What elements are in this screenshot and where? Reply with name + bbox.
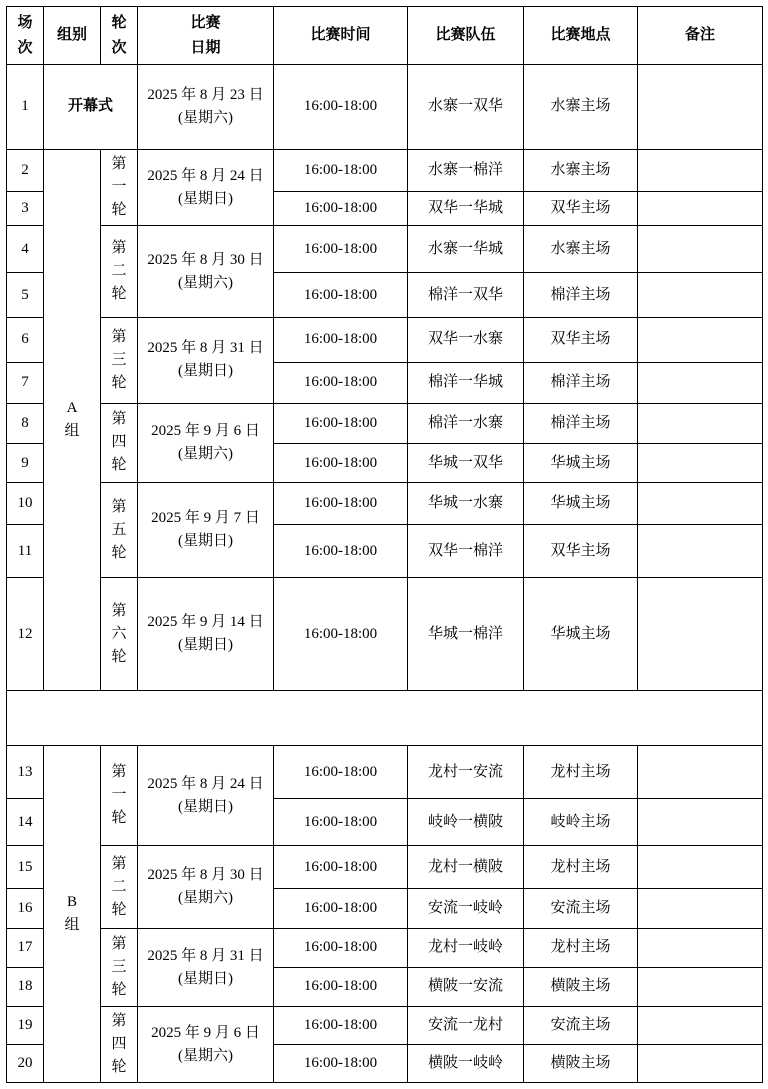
match-teams: 安流一岐岭 bbox=[427, 899, 503, 916]
match-no-cell bbox=[7, 1045, 44, 1083]
match-no: 4 bbox=[21, 240, 29, 257]
match-teams: 水寨一棉洋 bbox=[427, 161, 503, 178]
match-venue: 安流主场 bbox=[550, 899, 611, 916]
header-round bbox=[101, 7, 138, 65]
match-teams: 横陂一岐岭 bbox=[427, 1055, 503, 1072]
time-cell bbox=[274, 746, 408, 799]
match-schedule-table bbox=[6, 6, 763, 1083]
match-date: 2025 年 8 月 24 日 bbox=[147, 775, 264, 792]
group-cell bbox=[44, 149, 101, 691]
teams-cell bbox=[408, 191, 524, 226]
match-weekday: (星期六) bbox=[178, 274, 233, 291]
date-cell bbox=[138, 1007, 274, 1083]
time-cell bbox=[274, 273, 408, 318]
match-venue: 龙村主场 bbox=[550, 763, 611, 780]
venue-cell bbox=[524, 362, 638, 403]
venue-cell bbox=[524, 1007, 638, 1045]
match-no-cell bbox=[7, 578, 44, 691]
round-label: 第四轮 bbox=[111, 1013, 127, 1076]
round-label: 第五轮 bbox=[111, 498, 127, 561]
round-cell bbox=[101, 403, 138, 483]
round-cell bbox=[101, 483, 138, 578]
date-cell bbox=[138, 226, 274, 318]
match-weekday: (星期日) bbox=[178, 970, 233, 987]
venue-cell bbox=[524, 318, 638, 363]
teams-cell bbox=[408, 525, 524, 578]
match-no: 13 bbox=[17, 763, 33, 780]
match-date: 2025 年 9 月 14 日 bbox=[147, 614, 264, 631]
teams-cell bbox=[408, 846, 524, 889]
venue-cell bbox=[524, 799, 638, 846]
round-cell bbox=[101, 578, 138, 691]
match-no: 11 bbox=[17, 542, 33, 559]
header-match-no-label: 场次 bbox=[17, 14, 33, 56]
time-cell bbox=[274, 1007, 408, 1045]
match-no-cell bbox=[7, 362, 44, 403]
header-teams-label: 比赛队伍 bbox=[435, 27, 496, 44]
match-no: 6 bbox=[21, 331, 29, 348]
match-time: 16:00-18:00 bbox=[303, 858, 378, 875]
match-venue: 双华主场 bbox=[550, 199, 611, 216]
header-remarks bbox=[638, 7, 763, 65]
match-teams: 水寨一双华 bbox=[427, 98, 503, 115]
teams-cell bbox=[408, 889, 524, 929]
match-time: 16:00-18:00 bbox=[303, 495, 378, 512]
round-cell bbox=[101, 318, 138, 404]
teams-cell bbox=[408, 1007, 524, 1045]
header-date-label: 比赛日期 bbox=[190, 14, 221, 56]
round-label: 第三轮 bbox=[111, 328, 127, 391]
match-no: 9 bbox=[21, 454, 29, 471]
venue-cell bbox=[524, 65, 638, 150]
time-cell bbox=[274, 226, 408, 273]
remarks-cell bbox=[638, 403, 763, 444]
remarks-cell bbox=[638, 1007, 763, 1045]
match-time: 16:00-18:00 bbox=[303, 331, 378, 348]
teams-cell bbox=[408, 318, 524, 363]
match-no-cell bbox=[7, 928, 44, 967]
match-weekday: (星期日) bbox=[178, 363, 233, 380]
match-no: 3 bbox=[21, 199, 29, 216]
match-venue: 安流主场 bbox=[550, 1017, 611, 1034]
match-no-cell bbox=[7, 1007, 44, 1045]
match-no: 17 bbox=[17, 939, 33, 956]
header-group bbox=[44, 7, 101, 65]
match-weekday: (星期六) bbox=[178, 109, 233, 126]
match-no: 1 bbox=[21, 98, 29, 115]
date-cell bbox=[138, 846, 274, 929]
match-teams: 龙村一横陂 bbox=[427, 858, 503, 875]
match-no-cell bbox=[7, 226, 44, 273]
match-no: 19 bbox=[17, 1017, 33, 1034]
match-venue: 棉洋主场 bbox=[550, 374, 611, 391]
date-cell bbox=[138, 318, 274, 404]
match-no-cell bbox=[7, 191, 44, 226]
teams-cell bbox=[408, 226, 524, 273]
remarks-cell bbox=[638, 525, 763, 578]
match-weekday: (星期六) bbox=[178, 445, 233, 462]
opening-ceremony-cell bbox=[44, 65, 138, 150]
match-no-cell bbox=[7, 149, 44, 191]
teams-cell bbox=[408, 403, 524, 444]
date-cell bbox=[138, 928, 274, 1007]
time-cell bbox=[274, 928, 408, 967]
venue-cell bbox=[524, 273, 638, 318]
match-venue: 华城主场 bbox=[550, 454, 611, 471]
date-cell bbox=[138, 483, 274, 578]
match-teams: 棉洋一水寨 bbox=[427, 415, 503, 432]
match-date: 2025 年 9 月 6 日 bbox=[151, 422, 260, 439]
venue-cell bbox=[524, 403, 638, 444]
match-venue: 棉洋主场 bbox=[550, 415, 611, 432]
match-venue: 岐岭主场 bbox=[550, 813, 611, 830]
group-separator-row bbox=[7, 691, 763, 746]
match-no: 10 bbox=[17, 495, 33, 512]
remarks-cell bbox=[638, 967, 763, 1007]
round-label: 第六轮 bbox=[111, 602, 127, 665]
venue-cell bbox=[524, 149, 638, 191]
match-teams: 双华一棉洋 bbox=[427, 542, 503, 559]
match-time: 16:00-18:00 bbox=[303, 763, 378, 780]
header-time-label: 比赛时间 bbox=[310, 27, 371, 44]
match-no-cell bbox=[7, 525, 44, 578]
match-weekday: (星期六) bbox=[178, 1047, 233, 1064]
header-venue bbox=[524, 7, 638, 65]
match-row bbox=[7, 403, 763, 444]
remarks-cell bbox=[638, 483, 763, 525]
remarks-cell bbox=[638, 65, 763, 150]
match-row bbox=[7, 149, 763, 191]
venue-cell bbox=[524, 967, 638, 1007]
remarks-cell bbox=[638, 273, 763, 318]
venue-cell bbox=[524, 578, 638, 691]
match-date: 2025 年 8 月 30 日 bbox=[147, 251, 264, 268]
match-row bbox=[7, 483, 763, 525]
match-date: 2025 年 8 月 31 日 bbox=[147, 947, 264, 964]
match-teams: 华城一棉洋 bbox=[427, 625, 503, 642]
remarks-cell bbox=[638, 846, 763, 889]
round-cell bbox=[101, 149, 138, 225]
teams-cell bbox=[408, 1045, 524, 1083]
header-match-no bbox=[7, 7, 44, 65]
remarks-cell bbox=[638, 1045, 763, 1083]
match-venue: 双华主场 bbox=[550, 331, 611, 348]
time-cell bbox=[274, 444, 408, 483]
time-cell bbox=[274, 525, 408, 578]
venue-cell bbox=[524, 889, 638, 929]
match-date: 2025 年 9 月 7 日 bbox=[151, 510, 260, 527]
venue-cell bbox=[524, 226, 638, 273]
teams-cell bbox=[408, 444, 524, 483]
header-time bbox=[274, 7, 408, 65]
remarks-cell bbox=[638, 226, 763, 273]
opening-ceremony-label: 开幕式 bbox=[67, 98, 113, 115]
header-venue-label: 比赛地点 bbox=[550, 27, 611, 44]
round-label: 第三轮 bbox=[111, 936, 127, 999]
match-no-cell bbox=[7, 483, 44, 525]
match-time: 16:00-18:00 bbox=[303, 415, 378, 432]
match-no: 15 bbox=[17, 858, 33, 875]
teams-cell bbox=[408, 928, 524, 967]
round-label: 第四轮 bbox=[111, 411, 127, 474]
match-teams: 横陂一安流 bbox=[427, 978, 503, 995]
match-time: 16:00-18:00 bbox=[303, 374, 378, 391]
match-venue: 龙村主场 bbox=[550, 858, 611, 875]
remarks-cell bbox=[638, 746, 763, 799]
time-cell bbox=[274, 191, 408, 226]
header-teams bbox=[408, 7, 524, 65]
match-no-cell bbox=[7, 846, 44, 889]
round-cell bbox=[101, 746, 138, 846]
match-row bbox=[7, 226, 763, 273]
remarks-cell bbox=[638, 444, 763, 483]
time-cell bbox=[274, 362, 408, 403]
match-teams: 华城一水寨 bbox=[427, 495, 503, 512]
match-time: 16:00-18:00 bbox=[303, 542, 378, 559]
time-cell bbox=[274, 967, 408, 1007]
match-no-cell bbox=[7, 65, 44, 150]
match-venue: 龙村主场 bbox=[550, 939, 611, 956]
match-date: 2025 年 9 月 6 日 bbox=[151, 1024, 260, 1041]
date-cell bbox=[138, 403, 274, 483]
match-teams: 棉洋一双华 bbox=[427, 286, 503, 303]
remarks-cell bbox=[638, 318, 763, 363]
time-cell bbox=[274, 578, 408, 691]
match-time: 16:00-18:00 bbox=[303, 899, 378, 916]
match-time: 16:00-18:00 bbox=[303, 813, 378, 830]
match-time: 16:00-18:00 bbox=[303, 454, 378, 471]
round-label: 第一轮 bbox=[111, 156, 127, 218]
match-time: 16:00-18:00 bbox=[303, 240, 378, 257]
date-cell bbox=[138, 65, 274, 150]
header-group-label: 组别 bbox=[56, 27, 87, 44]
round-label: 第二轮 bbox=[111, 855, 127, 918]
group-separator bbox=[7, 691, 763, 746]
remarks-cell bbox=[638, 889, 763, 929]
match-row bbox=[7, 578, 763, 691]
match-no-cell bbox=[7, 799, 44, 846]
remarks-cell bbox=[638, 928, 763, 967]
match-time: 16:00-18:00 bbox=[303, 939, 378, 956]
match-no: 18 bbox=[17, 978, 33, 995]
match-teams: 水寨一华城 bbox=[427, 240, 503, 257]
match-no: 5 bbox=[21, 286, 29, 303]
match-teams: 龙村一岐岭 bbox=[427, 939, 503, 956]
teams-cell bbox=[408, 149, 524, 191]
teams-cell bbox=[408, 483, 524, 525]
match-time: 16:00-18:00 bbox=[303, 625, 378, 642]
venue-cell bbox=[524, 746, 638, 799]
match-no-cell bbox=[7, 273, 44, 318]
match-weekday: (星期日) bbox=[178, 533, 233, 550]
match-venue: 横陂主场 bbox=[550, 1055, 611, 1072]
teams-cell bbox=[408, 746, 524, 799]
match-time: 16:00-18:00 bbox=[303, 286, 378, 303]
round-label: 第二轮 bbox=[111, 240, 127, 303]
match-date: 2025 年 8 月 31 日 bbox=[147, 340, 264, 357]
match-teams: 安流一龙村 bbox=[427, 1017, 503, 1034]
teams-cell bbox=[408, 578, 524, 691]
round-cell bbox=[101, 928, 138, 1007]
match-teams: 龙村一安流 bbox=[427, 763, 503, 780]
teams-cell bbox=[408, 65, 524, 150]
time-cell bbox=[274, 799, 408, 846]
match-row bbox=[7, 746, 763, 799]
match-time: 16:00-18:00 bbox=[303, 978, 378, 995]
match-row bbox=[7, 928, 763, 967]
time-cell bbox=[274, 846, 408, 889]
remarks-cell bbox=[638, 799, 763, 846]
time-cell bbox=[274, 889, 408, 929]
group-cell bbox=[44, 746, 101, 1083]
match-no: 2 bbox=[21, 161, 29, 178]
match-weekday: (星期日) bbox=[178, 798, 233, 815]
match-row bbox=[7, 318, 763, 363]
date-cell bbox=[138, 746, 274, 846]
match-no: 16 bbox=[17, 899, 33, 916]
match-no-cell bbox=[7, 967, 44, 1007]
header-remarks-label: 备注 bbox=[684, 27, 715, 44]
match-teams: 双华一华城 bbox=[427, 199, 503, 216]
remarks-cell bbox=[638, 578, 763, 691]
venue-cell bbox=[524, 846, 638, 889]
match-venue: 水寨主场 bbox=[550, 98, 611, 115]
venue-cell bbox=[524, 928, 638, 967]
match-weekday: (星期六) bbox=[178, 890, 233, 907]
time-cell bbox=[274, 65, 408, 150]
match-teams: 棉洋一华城 bbox=[427, 374, 503, 391]
venue-cell bbox=[524, 525, 638, 578]
match-time: 16:00-18:00 bbox=[303, 98, 378, 115]
remarks-cell bbox=[638, 149, 763, 191]
header-date bbox=[138, 7, 274, 65]
match-venue: 水寨主场 bbox=[550, 240, 611, 257]
time-cell bbox=[274, 149, 408, 191]
match-venue: 棉洋主场 bbox=[550, 286, 611, 303]
venue-cell bbox=[524, 483, 638, 525]
match-time: 16:00-18:00 bbox=[303, 199, 378, 216]
match-venue: 水寨主场 bbox=[550, 161, 611, 178]
match-no: 12 bbox=[17, 625, 33, 642]
round-label: 第一轮 bbox=[111, 764, 127, 827]
match-no-cell bbox=[7, 403, 44, 444]
round-cell bbox=[101, 846, 138, 929]
match-no: 8 bbox=[21, 415, 29, 432]
match-no: 20 bbox=[17, 1055, 33, 1072]
match-venue: 华城主场 bbox=[550, 495, 611, 512]
time-cell bbox=[274, 1045, 408, 1083]
teams-cell bbox=[408, 362, 524, 403]
match-teams: 双华一水寨 bbox=[427, 331, 503, 348]
match-weekday: (星期日) bbox=[178, 190, 233, 207]
match-date: 2025 年 8 月 24 日 bbox=[147, 167, 264, 184]
time-cell bbox=[274, 403, 408, 444]
teams-cell bbox=[408, 967, 524, 1007]
match-venue: 横陂主场 bbox=[550, 978, 611, 995]
match-date: 2025 年 8 月 23 日 bbox=[147, 86, 264, 103]
time-cell bbox=[274, 318, 408, 363]
match-row bbox=[7, 1007, 763, 1045]
date-cell bbox=[138, 149, 274, 225]
match-no-cell bbox=[7, 746, 44, 799]
teams-cell bbox=[408, 273, 524, 318]
match-row bbox=[7, 846, 763, 889]
round-cell bbox=[101, 226, 138, 318]
match-time: 16:00-18:00 bbox=[303, 1017, 378, 1034]
match-venue: 双华主场 bbox=[550, 542, 611, 559]
remarks-cell bbox=[638, 191, 763, 226]
match-no: 14 bbox=[17, 813, 33, 830]
match-time: 16:00-18:00 bbox=[303, 161, 378, 178]
header-row bbox=[7, 7, 763, 65]
date-cell bbox=[138, 578, 274, 691]
match-no-cell bbox=[7, 889, 44, 929]
venue-cell bbox=[524, 1045, 638, 1083]
teams-cell bbox=[408, 799, 524, 846]
header-round-label: 轮次 bbox=[111, 14, 127, 56]
match-teams: 岐岭一横陂 bbox=[427, 813, 503, 830]
match-no-cell bbox=[7, 444, 44, 483]
remarks-cell bbox=[638, 362, 763, 403]
venue-cell bbox=[524, 444, 638, 483]
match-date: 2025 年 8 月 30 日 bbox=[147, 867, 264, 884]
opening-row bbox=[7, 65, 763, 150]
round-cell bbox=[101, 1007, 138, 1083]
time-cell bbox=[274, 483, 408, 525]
match-weekday: (星期日) bbox=[178, 637, 233, 654]
group-label: B组 bbox=[64, 894, 80, 934]
venue-cell bbox=[524, 191, 638, 226]
group-label: A组 bbox=[64, 400, 80, 440]
match-no: 7 bbox=[21, 374, 29, 391]
match-venue: 华城主场 bbox=[550, 625, 611, 642]
match-no-cell bbox=[7, 318, 44, 363]
match-teams: 华城一双华 bbox=[427, 454, 503, 471]
match-time: 16:00-18:00 bbox=[303, 1055, 378, 1072]
